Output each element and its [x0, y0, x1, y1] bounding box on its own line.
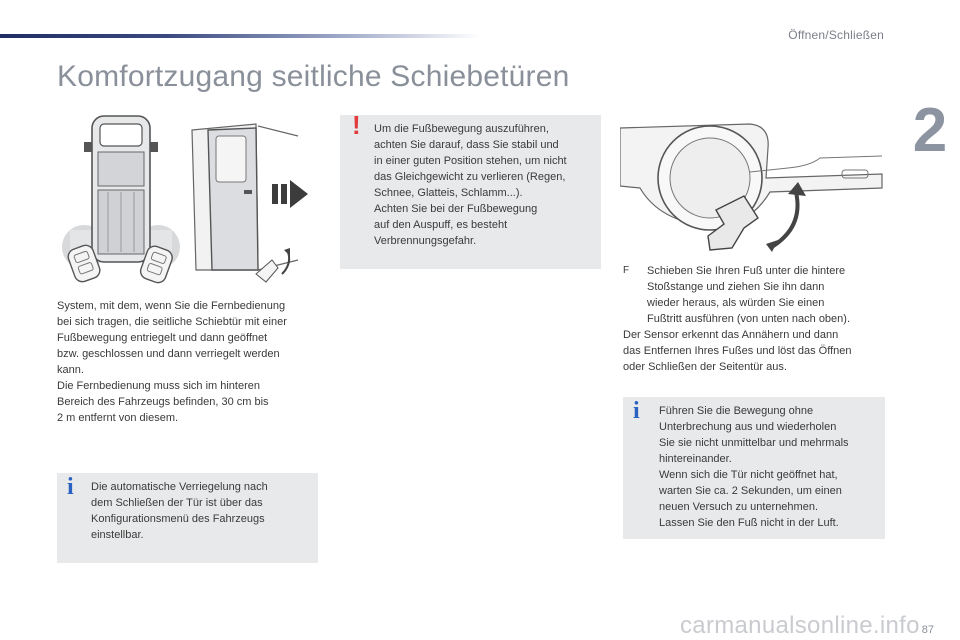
- chapter-number: 2: [912, 96, 948, 165]
- page-number: 87: [921, 624, 934, 636]
- intro-line: Die Fernbedienung muss sich im hinteren: [57, 380, 260, 392]
- warning-line: das Gleichgewicht zu verlieren (Regen,: [374, 171, 566, 183]
- info-line: Lassen Sie den Fuß nicht in der Luft.: [659, 517, 839, 529]
- intro-text: [57, 298, 327, 426]
- info-icon: i: [67, 474, 74, 500]
- header-gradient-bar: [0, 34, 480, 38]
- watermark: carmanualsonline.info: [680, 612, 920, 639]
- warning-line: Verbrennungsgefahr.: [374, 235, 477, 247]
- info-line: dem Schließen der Tür ist über das: [91, 497, 263, 509]
- warning-line: in einer guten Position stehen, um nicht: [374, 155, 567, 167]
- warning-icon: !: [352, 110, 361, 140]
- warning-line: Schnee, Glatteis, Schlamm...).: [374, 187, 523, 199]
- info-line: Sie sie nicht unmittelbar und mehrmals: [659, 437, 849, 449]
- instruction-text: [623, 263, 893, 375]
- info-line: Die automatische Verriegelung nach: [91, 481, 268, 493]
- warning-line: achten Sie darauf, dass Sie stabil und: [374, 139, 559, 151]
- info-line: Wenn sich die Tür nicht geöffnet hat,: [659, 469, 838, 481]
- info-box-locking: [57, 473, 318, 563]
- info-line: hintereinander.: [659, 453, 732, 465]
- bullet-marker: F: [623, 265, 630, 276]
- info-icon: i: [633, 398, 640, 424]
- bullet-line: Stoßstange und ziehen Sie ihn dann: [647, 281, 825, 293]
- warning-line: auf den Auspuff, es besteht: [374, 219, 508, 231]
- intro-line: 2 m entfernt von diesem.: [57, 412, 179, 424]
- info-line: Konfigurationsmenü des Fahrzeugs: [91, 513, 265, 525]
- sensor-line: oder Schließen der Seitentür aus.: [623, 361, 787, 373]
- warning-line: Achten Sie bei der Fußbewegung: [374, 203, 538, 215]
- bullet-line: Schieben Sie Ihren Fuß unter die hintere: [647, 265, 846, 277]
- van-top-view-illustration: [62, 112, 180, 290]
- info-line: Führen Sie die Bewegung ohne: [659, 405, 814, 417]
- info-line: Unterbrechung aus und wiederholen: [659, 421, 837, 433]
- foot-under-bumper-illustration: [620, 118, 886, 254]
- sensor-line: Der Sensor erkennt das Annähern und dann: [623, 329, 839, 341]
- intro-line: kann.: [57, 364, 84, 376]
- intro-line: System, mit dem, wenn Sie die Fernbedienung: [57, 300, 286, 312]
- info-line: neuen Versuch zu unternehmen.: [659, 501, 819, 513]
- sensor-line: das Entfernen Ihres Fußes und löst das Öffnen: [623, 345, 852, 357]
- info-line: warten Sie ca. 2 Sekunden, um einen: [659, 485, 842, 497]
- sliding-door-illustration: [186, 120, 314, 290]
- section-title: Öffnen/Schließen: [788, 28, 884, 42]
- info-box-movement-tips: [623, 397, 885, 539]
- info-line: einstellbar.: [91, 529, 144, 541]
- bullet-line: wieder heraus, als würden Sie einen: [647, 297, 825, 309]
- bullet-line: Fußtritt ausführen (von unten nach oben).: [647, 313, 851, 325]
- intro-line: Bereich des Fahrzeugs befinden, 30 cm bis: [57, 396, 269, 408]
- warning-line: Um die Fußbewegung auszuführen,: [374, 123, 549, 135]
- intro-line: bei sich tragen, die seitliche Schiebtür mit einer: [57, 316, 287, 328]
- warning-box-foot-movement: [340, 110, 601, 269]
- instruction-bullet: [623, 263, 893, 327]
- page-title: Komfortzugang seitliche Schiebetüren: [57, 60, 570, 93]
- intro-line: Fußbewegung entriegelt und dann geöffnet: [57, 332, 268, 344]
- intro-line: bzw. geschlossen und dann verriegelt werden: [57, 348, 280, 360]
